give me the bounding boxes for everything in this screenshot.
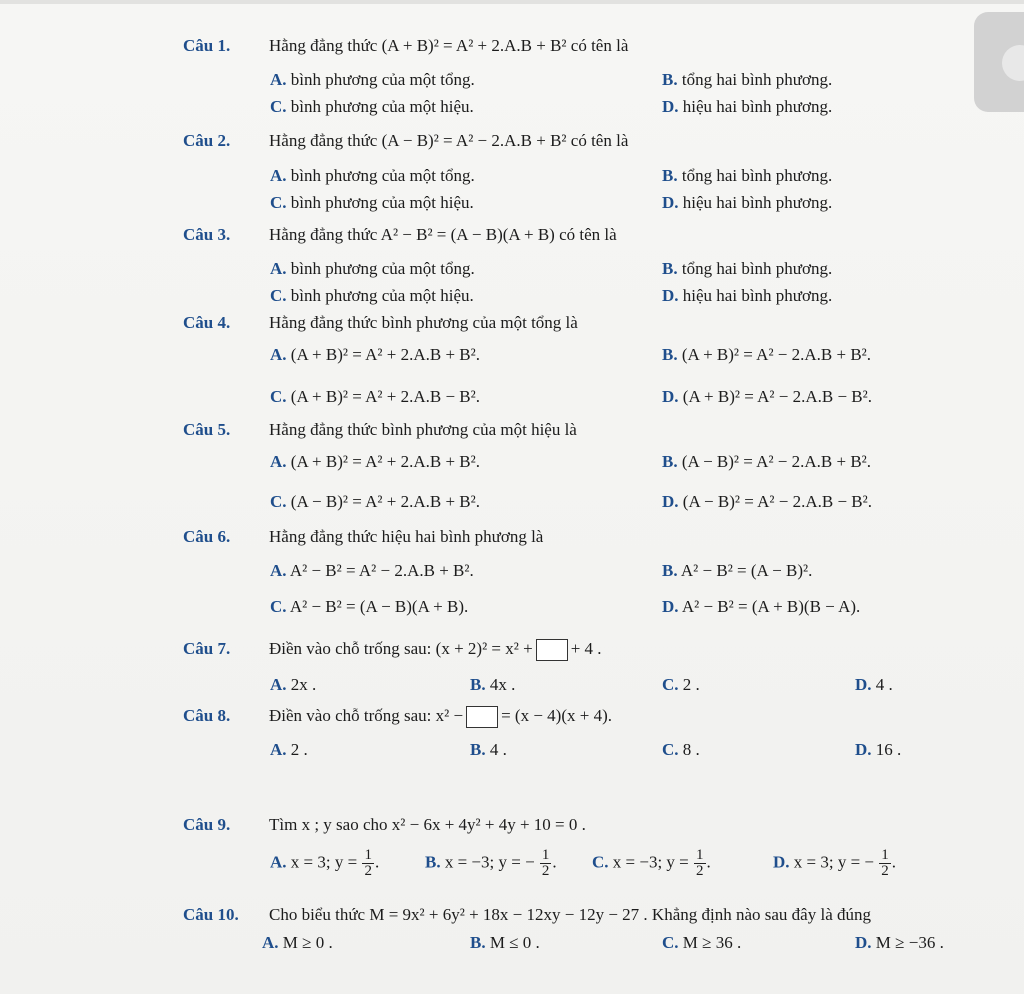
fraction	[879, 848, 891, 879]
fraction-numerator: 1	[881, 847, 889, 863]
option-a[interactable]: A. (A + B)² = A² + 2.A.B + B².	[270, 345, 480, 364]
option-letter: D.	[662, 387, 679, 406]
option-letter: B.	[470, 740, 486, 759]
option-letter: C.	[270, 492, 287, 511]
question-number: Câu 8.	[183, 706, 231, 725]
option-letter: B.	[470, 933, 486, 952]
option-b[interactable]: B. tổng hai bình phương.	[662, 70, 833, 89]
option-a[interactable]	[270, 848, 379, 879]
option-letter: A.	[262, 933, 279, 952]
option-letter: D.	[662, 286, 679, 305]
option-letter: A.	[270, 852, 287, 872]
option-letter: B.	[662, 452, 678, 471]
option-prefix: A. x = 3; y =	[270, 852, 358, 872]
option-c[interactable]: C. bình phương của một hiệu.	[270, 97, 474, 116]
option-prefix: B. x = −3; y = −	[425, 852, 535, 872]
option-letter: A.	[270, 166, 287, 185]
question-text	[269, 639, 602, 661]
fraction	[540, 848, 552, 879]
option-d[interactable]: D. 4 .	[855, 675, 893, 694]
option-d[interactable]: D. hiệu hai bình phương.	[662, 193, 833, 212]
fraction	[694, 848, 706, 879]
fraction-denominator: 2	[541, 863, 550, 879]
option-letter: D.	[855, 933, 872, 952]
option-b[interactable]: B. tổng hai bình phương.	[662, 259, 833, 278]
answer-blank[interactable]	[536, 639, 568, 661]
answer-blank[interactable]	[466, 706, 498, 728]
question-text-before-blank: Điền vào chỗ trống sau: x² −	[269, 706, 464, 725]
question-text: Hằng đẳng thức A² − B² = (A − B)(A + B) có tên là	[269, 225, 617, 244]
question-number: Câu 4.	[183, 313, 231, 332]
option-letter: B.	[662, 345, 678, 364]
option-d[interactable]: D. 16 .	[855, 740, 902, 759]
option-c[interactable]: C. A² − B² = (A − B)(A + B).	[270, 597, 469, 616]
option-a[interactable]: A. (A + B)² = A² + 2.A.B + B².	[270, 452, 480, 471]
question-text: Hằng đẳng thức bình phương của một hiệu là	[269, 420, 577, 439]
scroll-knob-icon	[1002, 45, 1024, 81]
option-letter: D.	[773, 852, 790, 872]
option-b[interactable]: B. 4x .	[470, 675, 516, 694]
option-letter: B.	[470, 675, 486, 694]
fraction-numerator: 1	[696, 847, 704, 863]
option-letter: C.	[662, 933, 679, 952]
option-letter: C.	[270, 193, 287, 212]
option-d[interactable]: D. hiệu hai bình phương.	[662, 286, 833, 305]
option-letter: D.	[662, 193, 679, 212]
option-letter: A.	[270, 452, 287, 471]
fraction-denominator: 2	[364, 863, 372, 879]
option-a[interactable]: A. 2x .	[270, 675, 317, 694]
option-letter: B.	[425, 852, 441, 872]
option-suffix: .	[706, 852, 711, 872]
option-c[interactable]: C. bình phương của một hiệu.	[270, 193, 474, 212]
question-text-after-blank: + 4 .	[570, 639, 602, 658]
question-text: Hằng đẳng thức hiệu hai bình phương là	[269, 527, 544, 546]
option-d[interactable]: D. (A + B)² = A² − 2.A.B − B².	[662, 387, 872, 406]
option-letter: C.	[662, 740, 679, 759]
option-letter: C.	[270, 97, 287, 116]
option-prefix: C. x = −3; y =	[592, 852, 689, 872]
option-a[interactable]: A. A² − B² = A² − 2.A.B + B².	[270, 561, 474, 580]
option-letter: B.	[662, 259, 678, 278]
option-letter: A.	[270, 675, 287, 694]
question-text: Tìm x ; y sao cho x² − 6x + 4y² + 4y + 10 = 0 .	[269, 815, 586, 834]
option-letter: D.	[662, 597, 679, 616]
option-letter: B.	[662, 561, 678, 580]
option-d[interactable]: D. (A − B)² = A² − 2.A.B − B².	[662, 492, 872, 511]
option-letter: D.	[662, 492, 679, 511]
question-number: Câu 10.	[183, 905, 239, 924]
option-d[interactable]: D. hiệu hai bình phương.	[662, 97, 833, 116]
fraction-denominator: 2	[696, 863, 704, 879]
option-d[interactable]: D. A² − B² = (A + B)(B − A).	[662, 597, 861, 616]
option-c[interactable]: C. 2 .	[662, 675, 700, 694]
option-c[interactable]: C. 8 .	[662, 740, 700, 759]
option-letter: C.	[270, 286, 287, 305]
question-number: Câu 2.	[183, 131, 231, 150]
option-b[interactable]: B. A² − B² = (A − B)².	[662, 561, 813, 580]
question-text: Hằng đẳng thức (A + B)² = A² + 2.A.B + B² có tên là	[269, 36, 629, 55]
option-a[interactable]: A. bình phương của một tổng.	[270, 166, 475, 185]
fraction-numerator: 1	[541, 847, 550, 863]
option-c[interactable]: C. bình phương của một hiệu.	[270, 286, 474, 305]
option-prefix: D. x = 3; y = −	[773, 852, 875, 872]
option-a[interactable]: A. M ≥ 0 .	[262, 933, 333, 952]
scroll-handle[interactable]	[974, 12, 1024, 112]
option-letter: C.	[270, 597, 287, 616]
option-a[interactable]: A. bình phương của một tổng.	[270, 259, 475, 278]
fraction-denominator: 2	[881, 863, 889, 879]
question-number: Câu 1.	[183, 36, 231, 55]
option-letter: C.	[662, 675, 679, 694]
option-letter: D.	[855, 675, 872, 694]
option-b[interactable]: B. tổng hai bình phương.	[662, 166, 833, 185]
option-suffix: .	[891, 852, 897, 872]
option-d[interactable]	[773, 848, 896, 879]
question-text: Cho biểu thức M = 9x² + 6y² + 18x − 12xy − 12y − 27 . Khẳng định nào sau đây là đúng	[269, 905, 871, 924]
option-suffix: .	[552, 852, 557, 872]
option-c[interactable]: C. (A + B)² = A² + 2.A.B − B².	[270, 387, 480, 406]
option-c[interactable]: C. (A − B)² = A² + 2.A.B + B².	[270, 492, 480, 511]
option-b[interactable]: B. 4 .	[470, 740, 507, 759]
option-b[interactable]	[425, 848, 557, 879]
option-letter: C.	[270, 387, 287, 406]
option-letter: D.	[855, 740, 872, 759]
option-suffix: .	[374, 852, 380, 872]
option-letter: C.	[592, 852, 609, 872]
option-letter: A.	[270, 70, 287, 89]
option-c[interactable]: C. M ≥ 36 .	[662, 933, 742, 952]
option-letter: A.	[270, 561, 287, 580]
option-c[interactable]	[592, 848, 711, 879]
fraction	[362, 848, 374, 879]
option-d[interactable]: D. M ≥ −36 .	[855, 933, 944, 952]
option-a[interactable]: A. bình phương của một tổng.	[270, 70, 475, 89]
question-text-before-blank: Điền vào chỗ trống sau: (x + 2)² = x² +	[269, 639, 533, 658]
option-b[interactable]: B. (A + B)² = A² − 2.A.B + B².	[662, 345, 872, 364]
option-b[interactable]: B. M ≤ 0 .	[470, 933, 540, 952]
option-letter: A.	[270, 259, 287, 278]
fraction-numerator: 1	[364, 847, 372, 863]
question-number: Câu 9.	[183, 815, 231, 834]
question-number: Câu 7.	[183, 639, 231, 658]
question-text: Hằng đẳng thức bình phương của một tổng là	[269, 313, 578, 332]
question-number: Câu 3.	[183, 225, 231, 244]
question-number: Câu 6.	[183, 527, 231, 546]
question-text	[269, 706, 612, 728]
option-letter: B.	[662, 166, 678, 185]
question-number: Câu 5.	[183, 420, 231, 439]
option-b[interactable]: B. (A − B)² = A² − 2.A.B + B².	[662, 452, 872, 471]
option-letter: A.	[270, 345, 287, 364]
question-text-after-blank: = (x − 4)(x + 4).	[501, 706, 613, 725]
option-letter: D.	[662, 97, 679, 116]
option-a[interactable]: A. 2 .	[270, 740, 308, 759]
top-divider	[0, 0, 1024, 4]
option-letter: A.	[270, 740, 287, 759]
question-text: Hằng đẳng thức (A − B)² = A² − 2.A.B + B² có tên là	[269, 131, 629, 150]
option-letter: B.	[662, 70, 678, 89]
